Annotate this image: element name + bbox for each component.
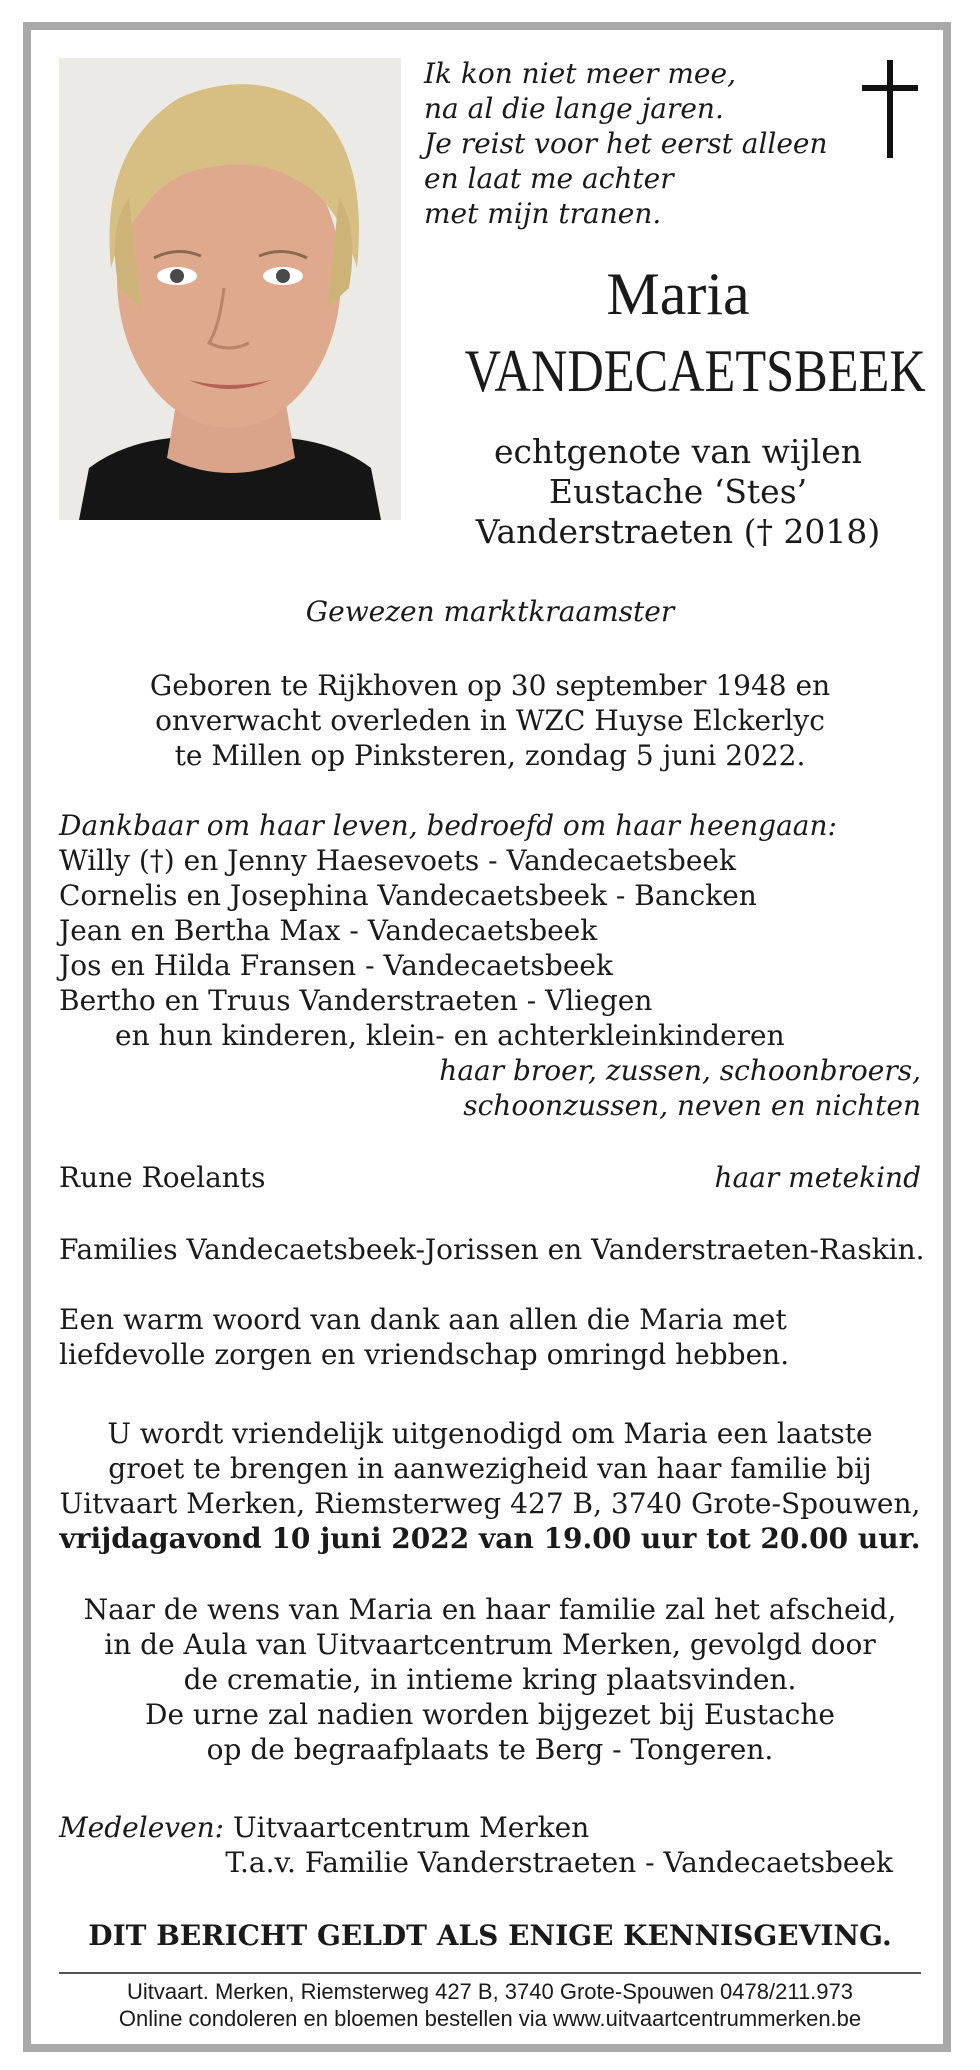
poem-line: met mijn tranen. [424, 197, 662, 230]
info-line: Geboren te Rijkhoven op 30 september 1948 en [149, 669, 831, 702]
condolence-org: Uitvaartcentrum Merken [233, 1811, 590, 1844]
footer-online: Online condoleren en bloemen bestellen via www.uitvaartcentrummerken.be [118, 2006, 862, 2031]
spouse-info [424, 432, 932, 552]
godchild-name: Rune Roelants [59, 1161, 266, 1194]
families-line: Families Vandecaetsbeek-Jorissen en Vanderstraeten-Raskin. [59, 1233, 925, 1266]
farewell-line: in de Aula van Uitvaartcentrum Merken, gevolgd door [104, 1628, 876, 1661]
footer-divider [59, 1972, 921, 1974]
thanks-line: liefdevolle zorgen en vriendschap omringd hebben. [59, 1338, 790, 1371]
condolence-attn: T.a.v. Familie Vanderstraeten - Vandecaetsbeek [225, 1846, 893, 1879]
spouse-line: echtgenote van wijlen [493, 432, 862, 471]
grateful-line: Dankbaar om haar leven, bedroefd om haar heengaan: [59, 809, 837, 842]
godchild-row [59, 1160, 921, 1195]
invite-line: Uitvaart Merken, Riemsterweg 427 B, 3740 Grote-Spouwen, [59, 1487, 921, 1520]
children-line: en hun kinderen, klein- en achterkleinkinderen [115, 1019, 785, 1052]
spouse-line: Eustache ‘Stes’ [548, 472, 808, 511]
portrait-photo [59, 58, 401, 520]
cross-icon [862, 60, 918, 160]
godchild-role: haar metekind [714, 1161, 921, 1194]
farewell-line: Naar de wens van Maria en haar familie zal het afscheid, [83, 1593, 897, 1626]
poem-line: na al die lange jaren. [424, 92, 724, 125]
family-member: Jos en Hilda Fransen - Vandecaetsbeek [59, 949, 613, 982]
invite-time: vrijdagavond 10 juni 2022 van 19.00 uur tot 20.00 uur. [59, 1522, 921, 1555]
poem-line: Je reist voor het eerst alleen [424, 127, 828, 160]
thanks-line: Een warm woord van dank aan allen die Maria met [59, 1303, 787, 1336]
farewell-line: De urne zal nadien worden bijgezet bij Eustache [145, 1698, 835, 1731]
poem-line: Ik kon niet meer mee, [424, 57, 736, 90]
family-list [59, 808, 921, 1123]
condolence-label: Medeleven: [59, 1811, 225, 1844]
last-name: VANDECAETSBEEK [464, 338, 926, 404]
invite-line: U wordt vriendelijk uitgenodigd om Maria een laatste [107, 1417, 873, 1450]
family-member: Willy (†) en Jenny Haesevoets - Vandecaetsbeek [59, 844, 736, 877]
family-member: Cornelis en Josephina Vandecaetsbeek - Bancken [59, 879, 757, 912]
farewell-line: de crematie, in intieme kring plaatsvinden. [183, 1663, 797, 1696]
relatives-line: schoonzussen, neven en nichten [463, 1089, 921, 1122]
footer-address: Uitvaart. Merken, Riemsterweg 427 B, 3740 Grote-Spouwen 0478/211.973 [127, 1979, 853, 2004]
portrait-image [59, 58, 401, 520]
family-member: Bertho en Truus Vanderstraeten - Vliegen [59, 984, 653, 1017]
family-member: Jean en Bertha Max - Vandecaetsbeek [59, 914, 598, 947]
first-name: Maria [606, 261, 750, 327]
thanks-text [59, 1302, 921, 1372]
notice-line: DIT BERICHT GELDT ALS ENIGE KENNISGEVING. [88, 1919, 892, 1952]
relatives-line: haar broer, zussen, schoonbroers, [439, 1054, 921, 1087]
info-line: onverwacht overleden in WZC Huyse Elckerlyc [155, 704, 825, 737]
invitation-text [59, 1416, 921, 1556]
info-line: te Millen op Pinksteren, zondag 5 juni 2022. [174, 739, 806, 772]
poem-line: en laat me achter [424, 162, 674, 195]
poem [424, 56, 828, 231]
occupation: Gewezen marktkraamster [305, 595, 675, 628]
farewell-line: op de begraafplaats te Berg - Tongeren. [206, 1733, 774, 1766]
spouse-line: Vanderstraeten († 2018) [475, 512, 881, 551]
invite-line: groet te brengen in aanwezigheid van haar familie bij [108, 1452, 872, 1485]
farewell-text [59, 1592, 921, 1767]
footer [59, 1978, 921, 2032]
condolence-info [59, 1810, 921, 1880]
birth-death-info [59, 668, 921, 773]
